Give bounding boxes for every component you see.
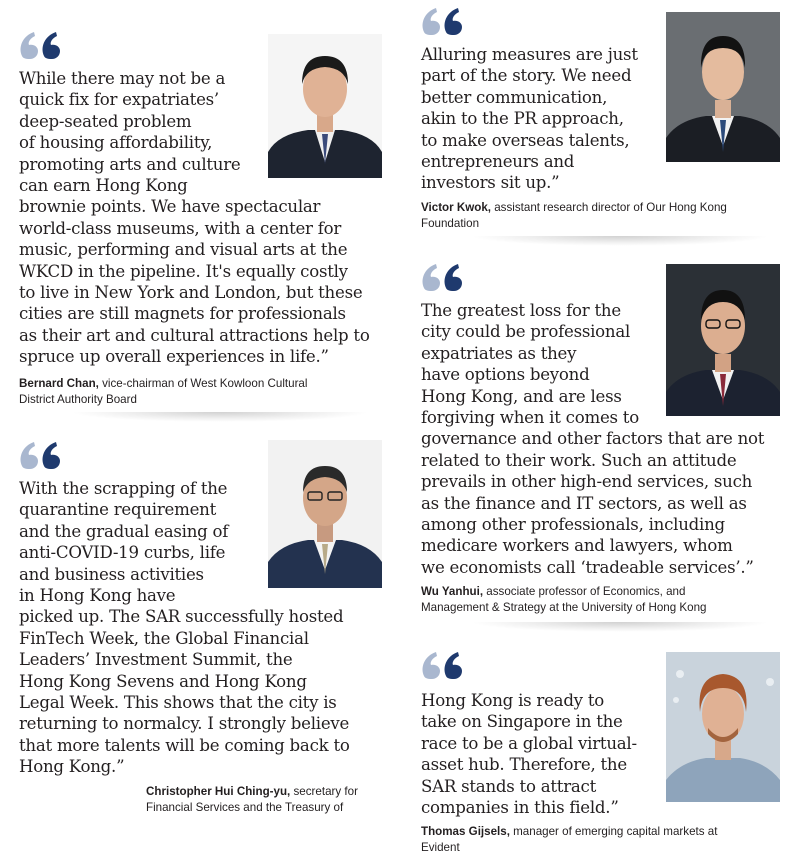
quote-text: Hong Kong is ready to take on Singapore in the race to be a global virtual- asset hub. Therefore, the SAR stands to attract companies in this field.” xyxy=(421,691,637,818)
attribution xyxy=(19,376,379,408)
attribution xyxy=(421,200,791,232)
quote-mark-icon xyxy=(18,440,62,470)
speaker-name: Victor Kwok, xyxy=(421,201,492,214)
speaker-role: associate professor of Economics, and Management & Strategy at the University of Hong Kong xyxy=(421,585,707,614)
speaker-name: Wu Yanhui, xyxy=(421,585,484,598)
attribution xyxy=(146,784,386,816)
quote-text: Alluring measures are just part of the story. We need better communication, akin to the PR approach, to make overseas talents, entrepreneurs and investors sit up.” xyxy=(421,45,638,193)
quote-text: With the scrapping of the quarantine requirement and the gradual easing of anti-COVID-19 curbs, life and business activities in Hong Kong have picked up. The SAR successfully hosted FinTech Week, the Global Financial Leaders’ Investment Summit, the Hong Kong Sevens and Hong Kong Legal Week. This shows that the city is returning to normalcy. I strongly believe that more talents will be coming back to Hong Kong.” xyxy=(19,479,350,777)
speaker-role: secretary for Financial Services and the Treasury of xyxy=(146,785,358,814)
quote-text: While there may not be a quick fix for expatriates’ deep-seated problem of housing affordability, promoting arts and culture can earn Hong Kong brownie points. We have spectacular world-class museums, with a center for music, performing and visual arts at the WKCD in the pipeline. It's equally costly to live in New York and London, but these cities are still magnets for professionals as their art and cultural attractions help to spruce up overall experiences in life.” xyxy=(19,69,370,367)
speaker-role: manager of emerging capital markets at Evident xyxy=(421,825,718,854)
quote-mark-icon xyxy=(18,30,62,60)
portrait-thomas-gijsels xyxy=(666,652,780,802)
speaker-role: vice-chairman of West Kowloon Cultural District Authority Board xyxy=(19,377,308,406)
attribution xyxy=(421,824,791,856)
speaker-name: Bernard Chan, xyxy=(19,377,99,390)
quote-mark-icon xyxy=(420,6,464,36)
quote-mark-icon xyxy=(420,650,464,680)
divider-shadow xyxy=(470,622,770,632)
speaker-name: Thomas Gijsels, xyxy=(421,825,510,838)
attribution xyxy=(421,584,791,616)
divider-shadow xyxy=(70,412,370,422)
quote-text: The greatest loss for the city could be professional expatriates as they have options beyond Hong Kong, and are less forgiving when it comes to governance and other factors that are not related to their work. Such an attitude prevails in other high-end services, such as the finance and IT sectors, as well as among other professionals, including medicare workers and lawyers, whom we economists call ‘tradeable services’.” xyxy=(421,301,765,577)
speaker-role: assistant research director of Our Hong Kong Foundation xyxy=(421,201,727,230)
speaker-name: Christopher Hui Ching-yu, xyxy=(146,785,291,798)
portrait-victor-kwok xyxy=(666,12,780,162)
divider-shadow xyxy=(470,236,770,246)
quote-mark-icon xyxy=(420,262,464,292)
